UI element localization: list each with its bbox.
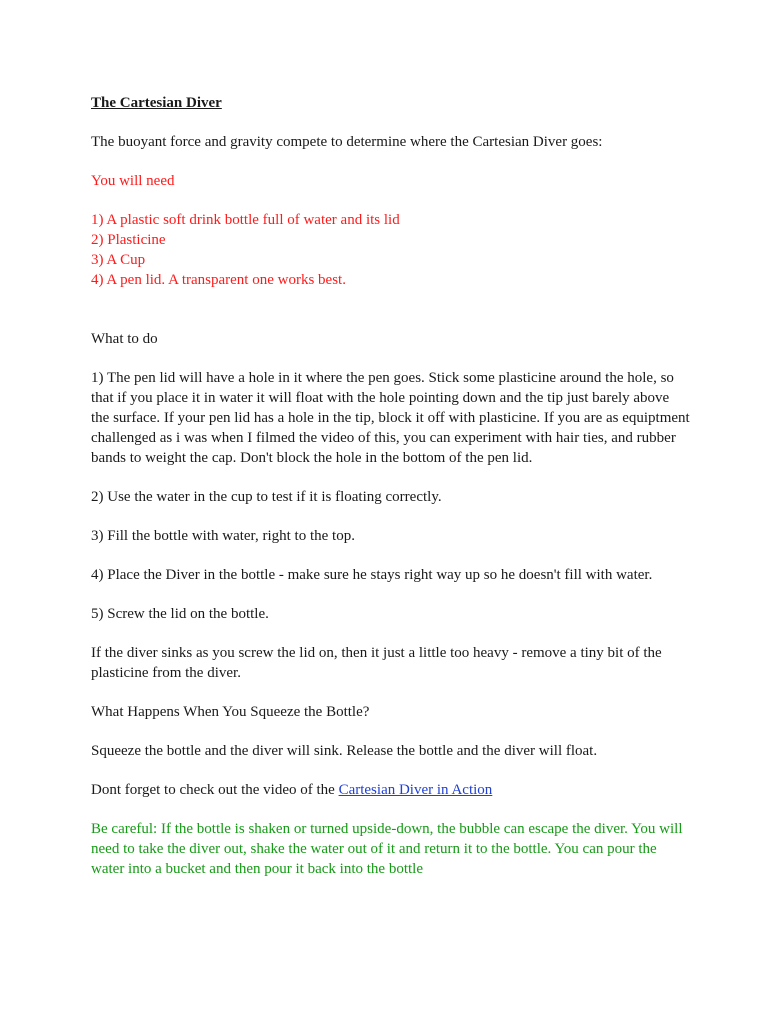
need-item: 3) A Cup xyxy=(91,252,146,268)
caution-paragraph: Be careful: If the bottle is shaken or turned upside-down, the bubble can escape the diver. You will need to take the diver out, shake the water out of it and return it to the bottle. You can pour the water into a bucket and then pour it back into the bottle xyxy=(91,821,683,877)
video-link[interactable]: Cartesian Diver in Action xyxy=(338,782,493,798)
need-item: 4) A pen lid. A transparent one works best. xyxy=(91,272,346,288)
document-title: The Cartesian Diver xyxy=(91,95,222,111)
step-4: 4) Place the Diver in the bottle - make sure he stays right way up so he doesn't fill with water. xyxy=(91,567,653,583)
video-prefix: Dont forget to check out the video of the xyxy=(91,782,339,798)
document-page xyxy=(91,93,691,879)
squeeze-text: Squeeze the bottle and the diver will sink. Release the bottle and the diver will float. xyxy=(91,743,598,759)
step-5: 5) Screw the lid on the bottle. xyxy=(91,606,269,622)
step-1: 1) The pen lid will have a hole in it where the pen goes. Stick some plasticine around the hole, so that if you place it in water it will float with the hole pointing down and the tip just barely above the surface. If your pen lid has a hole in the tip, block it off with plasticine. If you are as equiptment challenged as i was when I filmed the video of this, you can experiment with hair ties, and rubber bands to weight the cap. Don't block the hole in the bottom of the pen lid. xyxy=(91,370,690,466)
video-paragraph xyxy=(91,780,691,800)
todo-heading: What to do xyxy=(91,331,158,347)
need-heading: You will need xyxy=(91,173,175,189)
sink-note: If the diver sinks as you screw the lid on, then it just a little too heavy - remove a tiny bit of the plasticine from the diver. xyxy=(91,645,662,681)
need-list xyxy=(91,210,691,290)
intro-paragraph: The buoyant force and gravity compete to determine where the Cartesian Diver goes: xyxy=(91,134,603,150)
squeeze-heading: What Happens When You Squeeze the Bottle? xyxy=(91,704,370,720)
need-item: 2) Plasticine xyxy=(91,232,166,248)
step-2: 2) Use the water in the cup to test if it is floating correctly. xyxy=(91,489,442,505)
step-3: 3) Fill the bottle with water, right to the top. xyxy=(91,528,355,544)
need-item: 1) A plastic soft drink bottle full of water and its lid xyxy=(91,212,400,228)
